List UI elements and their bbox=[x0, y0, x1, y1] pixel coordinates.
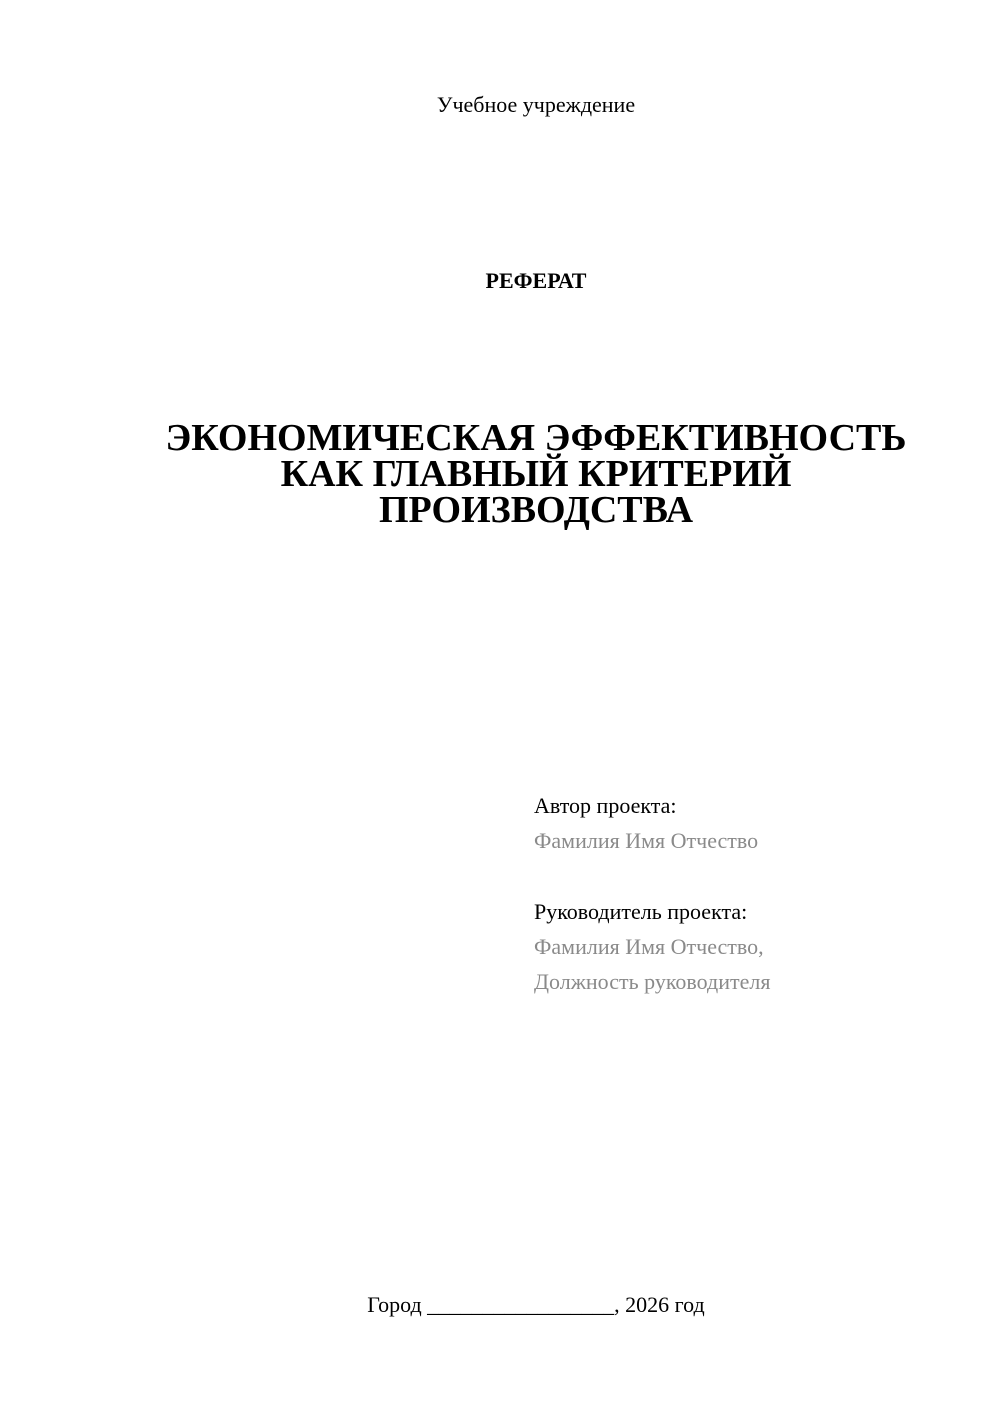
author-name: Фамилия Имя Отчество bbox=[534, 828, 759, 853]
institution-name: Учебное учреждение bbox=[436, 92, 636, 117]
supervisor-position: Должность руководителя bbox=[534, 969, 771, 994]
title-line-3: ПРОИЗВОДСТВА bbox=[378, 489, 694, 531]
author-label: Автор проекта: bbox=[534, 793, 677, 818]
credits-spacer bbox=[534, 858, 964, 894]
document-type: РЕФЕРАТ bbox=[485, 268, 587, 293]
supervisor-name: Фамилия Имя Отчество, bbox=[534, 934, 764, 959]
title-line-2: КАК ГЛАВНЫЙ КРИТЕРИЙ bbox=[280, 453, 792, 495]
title-line-1: ЭКОНОМИЧЕСКАЯ ЭФФЕКТИВНОСТЬ bbox=[165, 417, 907, 459]
city-year-line: Город _________________, 2026 год bbox=[367, 1292, 705, 1317]
supervisor-label: Руководитель проекта: bbox=[534, 899, 748, 924]
credits-block bbox=[534, 788, 964, 999]
document-title bbox=[0, 417, 1000, 531]
